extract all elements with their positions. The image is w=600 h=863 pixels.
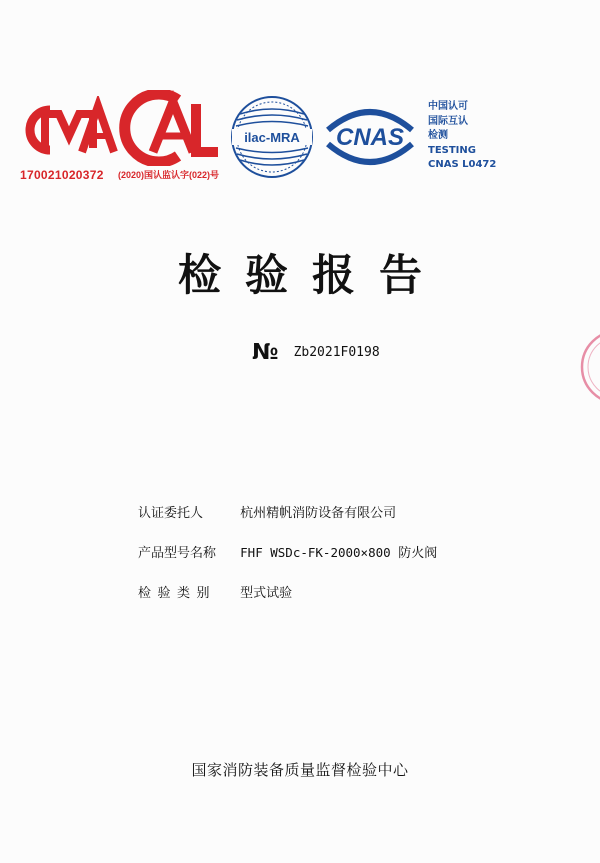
cnas-caption-line: 检测 [428, 130, 448, 141]
cal-cert-number: (2020)国认监认字(022)号 [118, 170, 220, 180]
report-title: 检验报告 [178, 251, 446, 301]
cnas-caption-line: 中国认可 [428, 101, 468, 112]
cma-cert-number: 170021020372 [20, 168, 104, 182]
issuing-organization: 国家消防装备质量监督检验中心 [191, 761, 409, 779]
product-model: FHF WSDc-FK-2000×800 [240, 545, 391, 560]
cal-logo [118, 90, 222, 166]
seal-stamp [578, 322, 600, 416]
cnas-logo [320, 100, 420, 172]
cma-logo [20, 96, 118, 164]
field-value [240, 545, 437, 560]
svg-text:ilac-MRA: ilac-MRA [244, 130, 300, 145]
cnas-caption-line: TESTING [428, 144, 476, 156]
field-label: 认证委托人 [138, 506, 204, 521]
product-name: 防火阀 [398, 546, 438, 561]
field-row-client [138, 502, 437, 522]
report-number [252, 340, 380, 365]
field-row-product [138, 542, 437, 562]
number-symbol: № [252, 340, 279, 365]
report-info-fields [138, 502, 437, 622]
field-label: 产品型号名称 [138, 546, 217, 561]
field-value: 杭州精帆消防设备有限公司 [240, 506, 397, 521]
report-number-value: Zb2021F0198 [293, 345, 380, 360]
field-value: 型式试验 [240, 586, 293, 601]
cnas-caption-line: 国际互认 [428, 115, 468, 127]
cnas-caption-line: CNAS L0472 [428, 159, 497, 170]
field-row-category [138, 582, 437, 602]
field-label: 检验类别 [138, 586, 217, 601]
ilac-mra-logo [228, 92, 316, 182]
cnas-caption [428, 100, 496, 173]
svg-text:CNAS: CNAS [335, 124, 405, 151]
